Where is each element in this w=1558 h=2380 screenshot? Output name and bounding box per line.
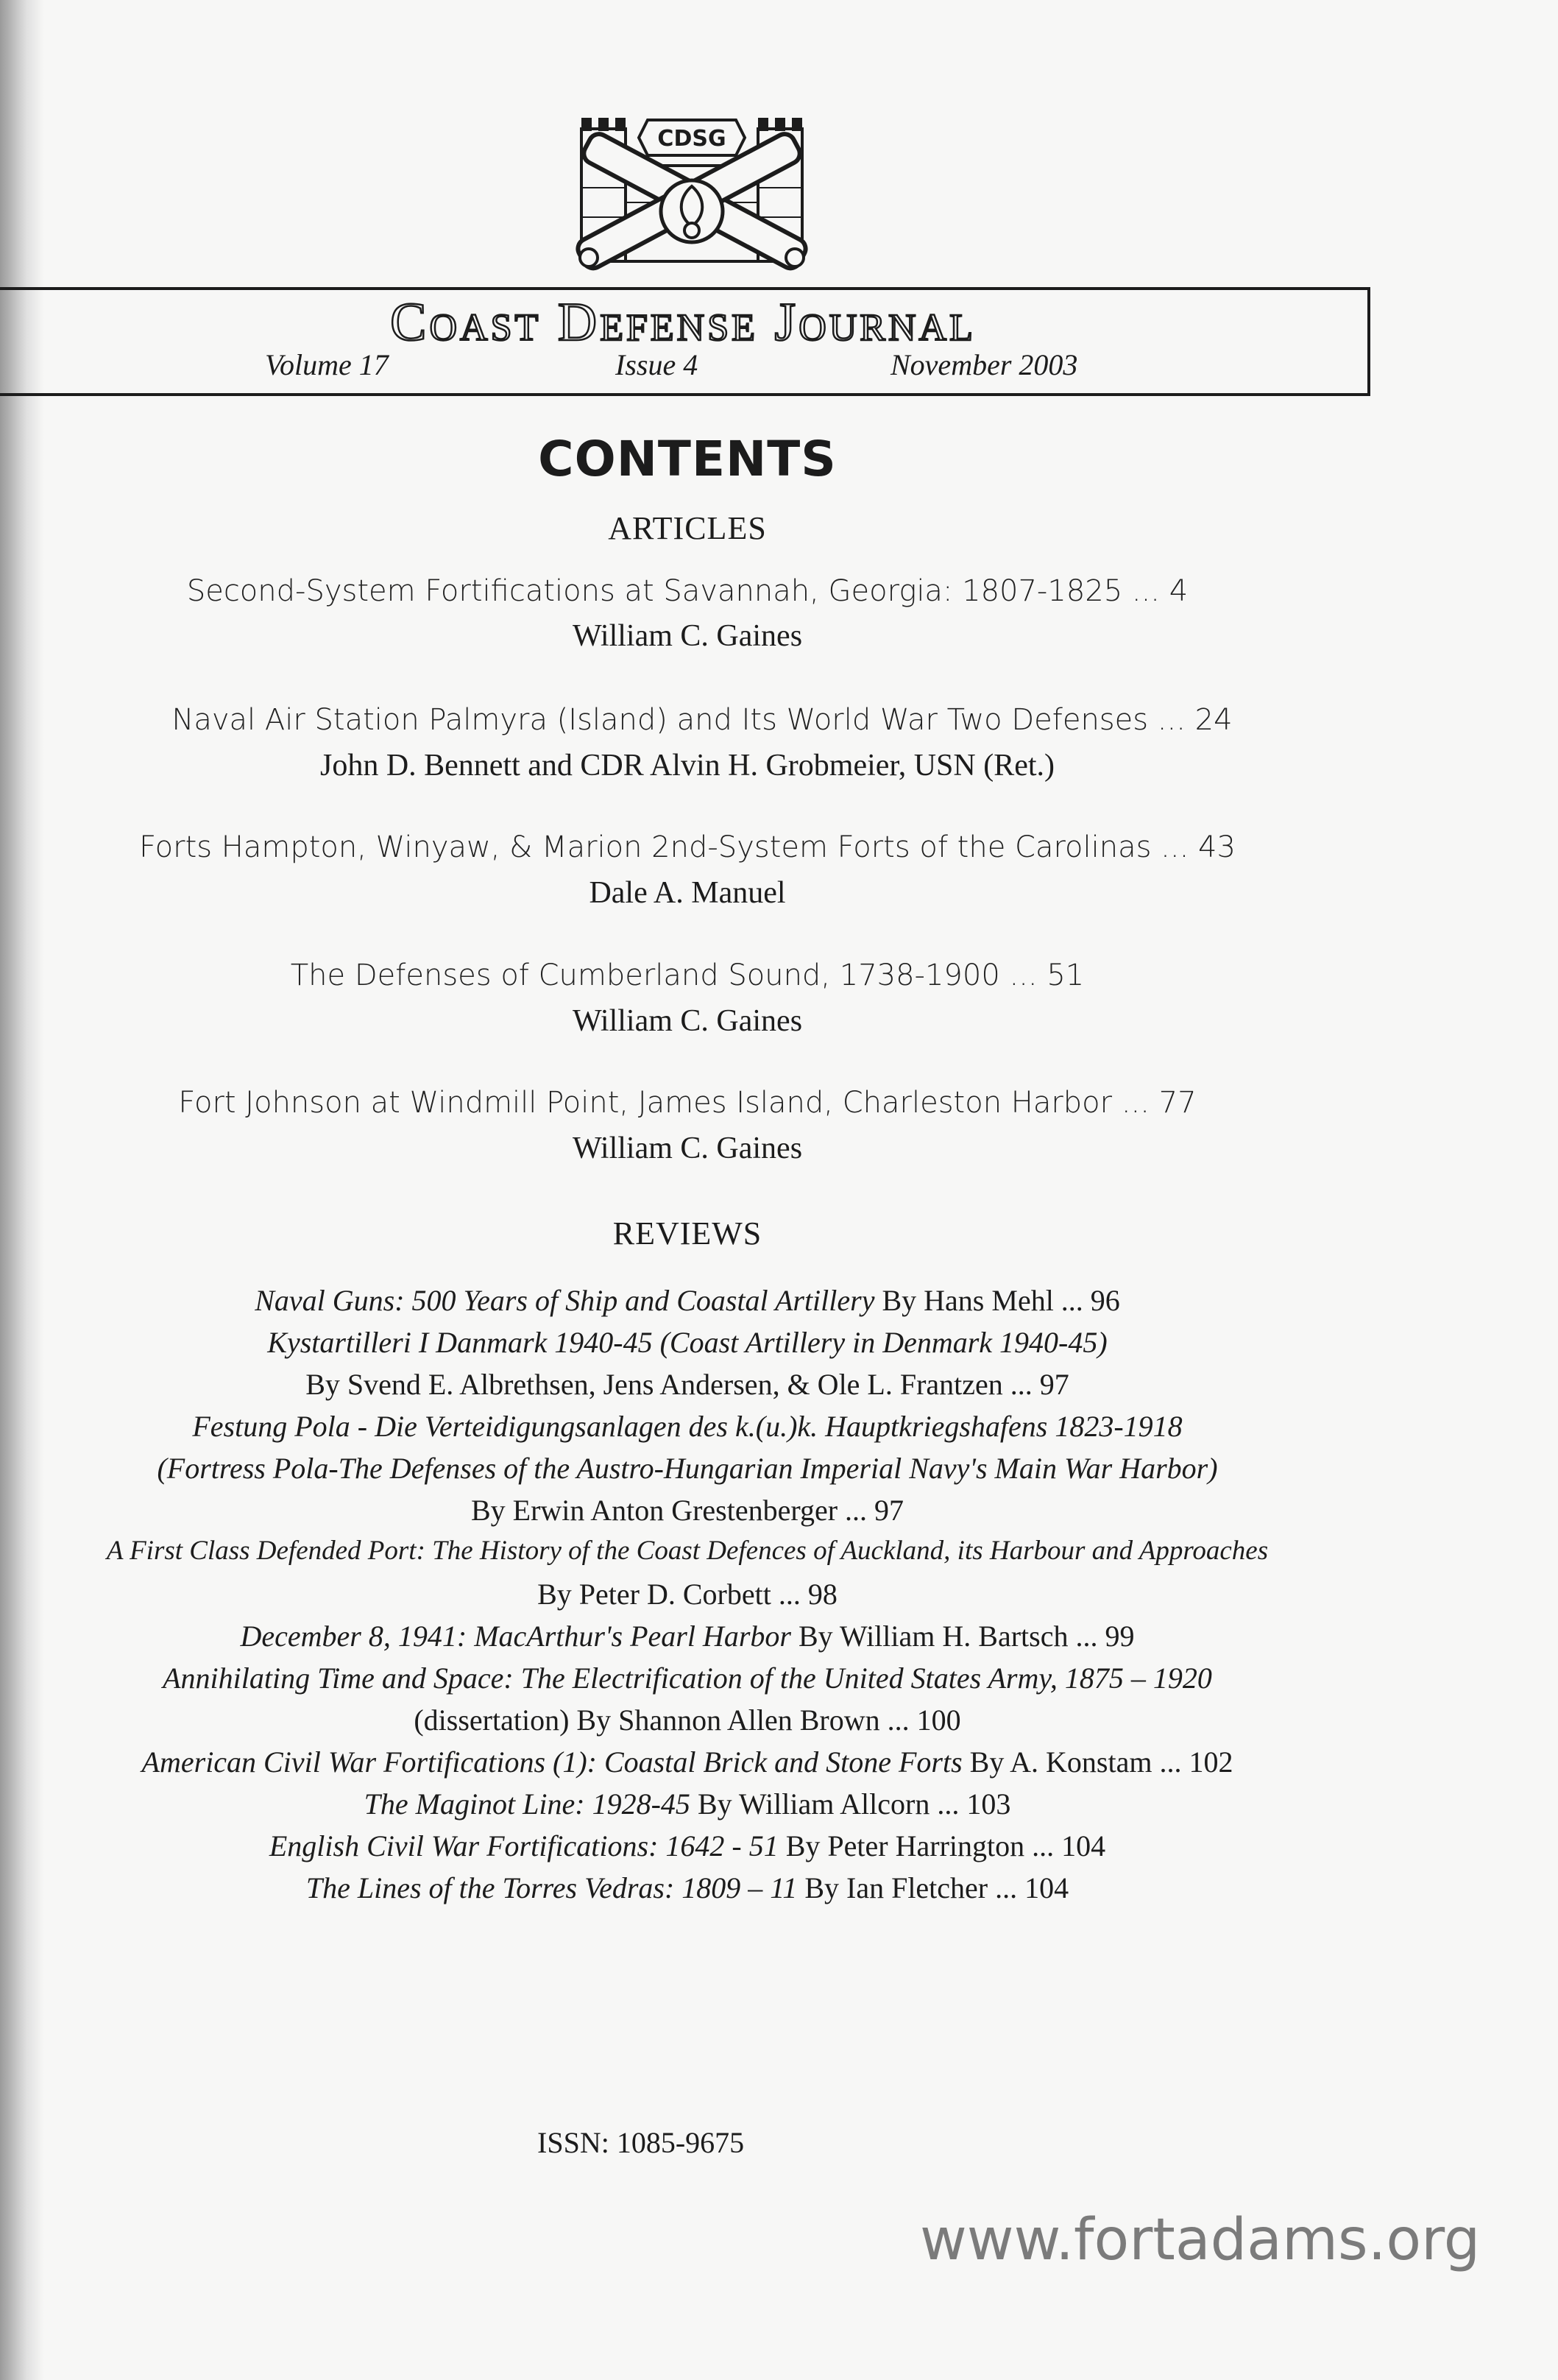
journal-title: Coast Defense Journal <box>390 292 976 353</box>
review-line <box>0 1661 1375 1695</box>
article-title: Fort Johnson at Windmill Point, James Island, Charleston Harbor ... 77 <box>178 1086 1197 1120</box>
review-plain: By Ian Fletcher ... 104 <box>797 1871 1069 1904</box>
review-plain: By Svend E. Albrethsen, Jens Andersen, & Ole L. Frantzen ... 97 <box>305 1368 1069 1401</box>
article-title: Naval Air Station Palmyra (Island) and Its World War Two Defenses ... 24 <box>171 703 1233 737</box>
review-line <box>0 1787 1375 1821</box>
article-title: The Defenses of Cumberland Sound, 1738-1900 ... 51 <box>290 958 1085 992</box>
review-italic: Festung Pola - Die Verteidigungsanlagen des k.(u.)k. Hauptkriegshafens 1823-1918 <box>192 1410 1183 1443</box>
review-italic: The Maginot Line: 1928-45 <box>364 1787 690 1821</box>
article-author: William C. Gaines <box>572 1004 803 1038</box>
review-line <box>0 1367 1375 1402</box>
review-plain: By William Allcorn ... 103 <box>690 1787 1011 1821</box>
articles-heading: ARTICLES <box>608 510 767 546</box>
article-title: Second-System Fortifications at Savannah, Georgia: 1807-1825 ... 4 <box>186 574 1189 608</box>
contents-title: CONTENTS <box>538 431 837 487</box>
review-line <box>0 1325 1375 1360</box>
volume-label: Volume 17 <box>265 348 389 381</box>
review-plain: By Hans Mehl ... 96 <box>874 1284 1120 1317</box>
review-line <box>0 1283 1375 1318</box>
review-line <box>0 1619 1375 1653</box>
review-plain: By William H. Bartsch ... 99 <box>790 1620 1135 1653</box>
review-line <box>0 1829 1375 1863</box>
review-italic: Naval Guns: 500 Years of Ship and Coastal Artillery <box>255 1284 875 1317</box>
review-line <box>0 1409 1375 1444</box>
cdsg-logo <box>559 99 824 283</box>
review-plain: By Erwin Anton Grestenberger ... 97 <box>470 1494 904 1527</box>
review-italic: English Civil War Fortifications: 1642 - 51 <box>269 1829 779 1862</box>
review-line <box>0 1535 1375 1567</box>
date-label: November 2003 <box>890 348 1078 381</box>
review-plain: (dissertation) By Shannon Allen Brown ... 100 <box>414 1703 961 1737</box>
review-plain: By Peter Harrington ... 104 <box>778 1829 1106 1862</box>
masthead-box <box>0 287 1370 396</box>
reviews-heading: REVIEWS <box>612 1215 762 1251</box>
article-author: John D. Bennett and CDR Alvin H. Grobmeier, USN (Ret.) <box>319 749 1055 783</box>
review-italic: A First Class Defended Port: The History of the Coast Defences of Auckland, its Harbour and Approaches <box>106 1536 1269 1566</box>
review-line <box>0 1745 1375 1779</box>
review-italic: American Civil War Fortifications (1): Coastal Brick and Stone Forts <box>141 1745 963 1779</box>
article-author: William C. Gaines <box>572 619 803 653</box>
article-author: William C. Gaines <box>572 1131 803 1165</box>
review-italic: The Lines of the Torres Vedras: 1809 – 11 <box>305 1871 798 1904</box>
review-plain: By Peter D. Corbett ... 98 <box>537 1578 838 1611</box>
review-line <box>0 1871 1375 1905</box>
review-italic: December 8, 1941: MacArthur's Pearl Harbor <box>240 1620 791 1653</box>
review-line <box>0 1577 1375 1611</box>
review-plain: By A. Konstam ... 102 <box>962 1745 1233 1779</box>
review-italic: Kystartilleri I Danmark 1940-45 (Coast Artillery in Denmark 1940-45) <box>267 1326 1108 1359</box>
review-line <box>0 1703 1375 1737</box>
issn-label: ISSN: 1085-9675 <box>537 2126 745 2159</box>
logo-text: CDSG <box>657 126 726 152</box>
review-italic: (Fortress Pola-The Defenses of the Austro-Hungarian Imperial Navy's Main War Harbor) <box>157 1452 1218 1485</box>
watermark-url: www.fortadams.org <box>920 2207 1481 2273</box>
issue-label: Issue 4 <box>615 348 698 381</box>
article-title: Forts Hampton, Winyaw, & Marion 2nd-System Forts of the Carolinas ... 43 <box>139 830 1236 864</box>
article-author: Dale A. Manuel <box>589 876 786 910</box>
review-line <box>0 1493 1375 1528</box>
review-italic: Annihilating Time and Space: The Electrification of the United States Army, 1875 – 1920 <box>163 1662 1212 1695</box>
review-line <box>0 1451 1375 1486</box>
